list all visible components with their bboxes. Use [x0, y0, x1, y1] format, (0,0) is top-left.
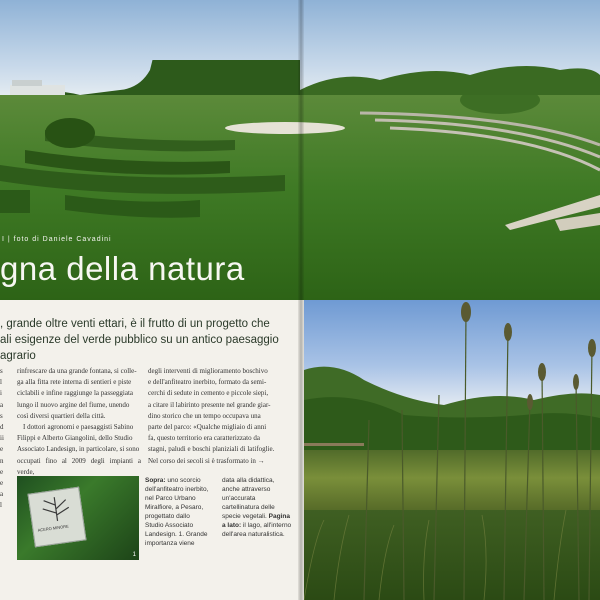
- text-line: s: [0, 367, 3, 375]
- text-line: s: [0, 411, 3, 420]
- plant-label-photo: [17, 476, 139, 560]
- text-line: cerchi di sedute in cemento e piccole siepi,: [148, 389, 269, 398]
- text-line: fa, questo territorio era caratterizzato da: [148, 434, 260, 443]
- text-line: e: [0, 445, 4, 454]
- text-line: dino storico che un tempo occupava una: [148, 411, 261, 420]
- text-line: ii: [0, 434, 4, 443]
- text-line: così diversi quartieri della città.: [17, 411, 106, 420]
- plant-label-sign: [27, 487, 86, 548]
- text-line: e dell'anfiteatro inerbito, formato da semi-: [148, 378, 267, 387]
- caption-left: [145, 476, 210, 548]
- credit-strip: [0, 236, 298, 248]
- caption-text: uno scorcio dell'anfiteatro inerbito, nel Parco Urbano Miralfiore, a Pesaro, progettato dallo Studio Associato Landesign. 1. Grande importanza viene: [145, 477, 209, 547]
- caption-text: il lago, all'interno dell'area naturalistica.: [222, 522, 292, 538]
- text-line: d: [0, 423, 4, 432]
- lead-line-1: , grande oltre venti ettari, è il frutto di un progetto che: [0, 318, 270, 330]
- text-line: stagni, paludi e boschi planiziali di latifoglie.: [148, 445, 275, 454]
- leaf-icon: [29, 488, 83, 529]
- caption-text: data alla didattica, anche attraverso un'accurata cartellinatura delle specie vegetali.: [222, 477, 275, 520]
- text-line: degli interventi di miglioramento boschivo: [148, 367, 268, 375]
- text-line: l: [0, 378, 2, 387]
- pond-photo: [304, 300, 600, 600]
- text-line: i: [0, 389, 2, 398]
- left-page: [0, 300, 298, 600]
- lead-paragraph: [0, 316, 296, 364]
- text-line: Associato Landesign, in particolare, si sono: [17, 445, 140, 454]
- text-line: rinfrescare da una grande fontana, si colle-: [17, 367, 137, 375]
- text-line: parte del parco: «Qualche migliaio di anni: [148, 423, 267, 432]
- column-3: [148, 366, 296, 467]
- column-1-fragment: [0, 366, 10, 512]
- page-gutter: [298, 0, 304, 600]
- text-line: e: [0, 479, 4, 488]
- article-title: gna della natura: [0, 250, 245, 287]
- text-line: a citare il labirinto presente nel grande giar-: [148, 400, 271, 409]
- reeds: [304, 300, 600, 600]
- caption-label: Sopra:: [145, 477, 166, 484]
- text-line: ciclabili e infine raggiunge la passeggiata: [17, 389, 134, 398]
- lead-line-2: ali esigenze del verde pubblico su un antico paesaggio agrario: [0, 334, 279, 362]
- caption-right: [222, 476, 292, 539]
- text-line: a: [0, 400, 4, 409]
- photo-credit: I | foto di Daniele Cavadini: [2, 236, 112, 243]
- column-2: [17, 366, 141, 478]
- text-line: l: [0, 501, 2, 510]
- sign-text: ACERO MINORE: [37, 523, 70, 533]
- caption-label: Pagina a lato:: [222, 513, 290, 529]
- text-line: lungo il nuovo argine del fiume, unendo: [17, 400, 130, 409]
- photo-number: 1: [132, 552, 136, 558]
- text-line: a: [0, 490, 4, 499]
- text-line: occupati fino al 2009 degli impianti a verde,: [17, 456, 141, 476]
- text-line: e: [0, 467, 4, 476]
- text-line: n: [0, 456, 4, 465]
- text-line: I dottori agronomi e paesaggisti Sabino: [23, 423, 134, 432]
- text-line: Filippi e Alberto Giangolini, dello Studio: [17, 434, 133, 443]
- text-line: ga alla fitta rete interna di sentieri e piste: [17, 378, 132, 387]
- text-line: Nel corso dei secoli si è trasformato in →: [148, 456, 265, 465]
